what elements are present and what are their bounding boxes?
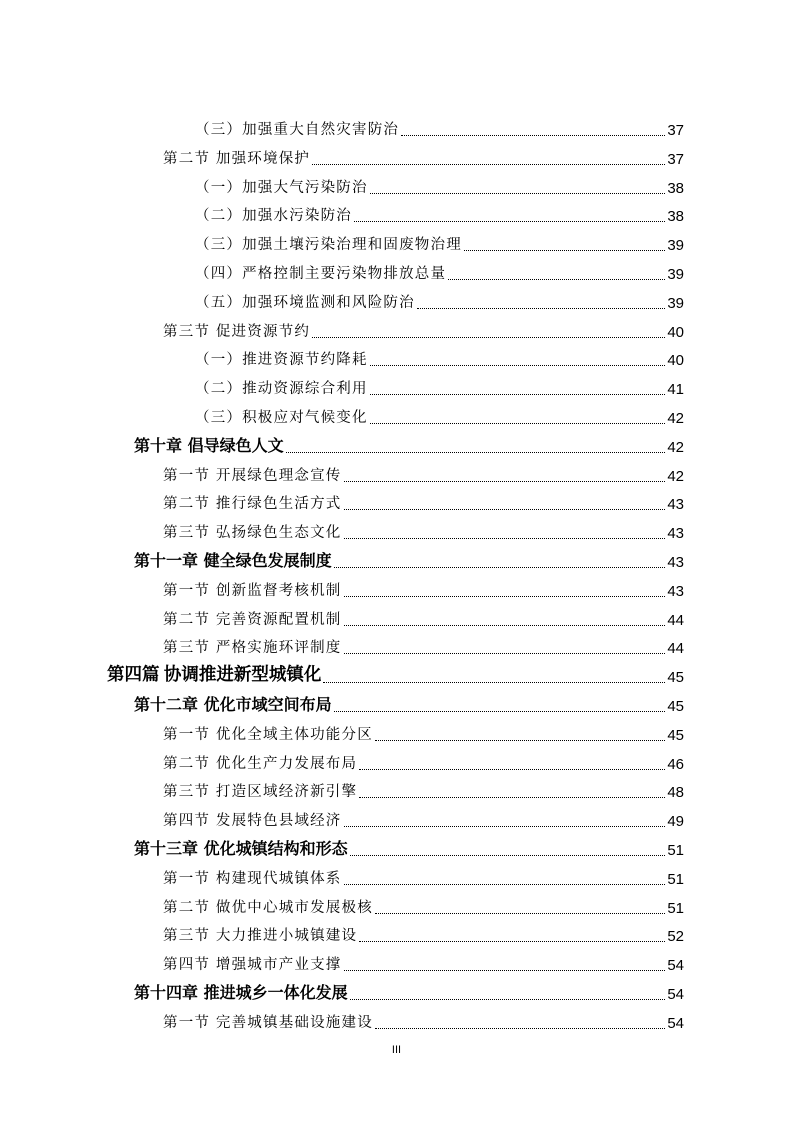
toc-leader-dots xyxy=(359,768,665,770)
toc-entry-label: 第四篇 协调推进新型城镇化 xyxy=(107,664,322,685)
toc-entry-row xyxy=(163,808,684,830)
toc-entry-row xyxy=(107,664,684,686)
toc-entry-label: 第二节 做优中心城市发展极核 xyxy=(163,899,373,916)
toc-leader-dots xyxy=(312,336,665,338)
toc-leader-dots xyxy=(375,739,665,741)
toc-leader-dots xyxy=(344,508,666,510)
toc-entry-label: 第二节 推行绿色生活方式 xyxy=(163,496,342,513)
toc-entry-row xyxy=(163,1010,684,1032)
toc-entry-row xyxy=(195,232,684,254)
toc-entry-sec[interactable] xyxy=(0,574,793,602)
toc-entry-item[interactable] xyxy=(0,286,793,314)
toc-entry-page: 39 xyxy=(667,266,684,283)
toc-leader-dots xyxy=(344,624,666,626)
toc-leader-dots xyxy=(350,998,666,1000)
toc-entry-ch[interactable] xyxy=(0,689,793,717)
toc-entry-page: 46 xyxy=(667,755,684,773)
toc-entry-page: 54 xyxy=(667,957,684,975)
toc-entry-page: 49 xyxy=(667,813,684,831)
toc-entry-row xyxy=(134,549,684,571)
toc-entry-sec[interactable] xyxy=(0,804,793,832)
toc-entry-label: 第二节 优化生产力发展布局 xyxy=(163,755,358,772)
toc-leader-dots xyxy=(323,681,665,683)
toc-entry-sec[interactable] xyxy=(0,142,793,170)
toc-entry-row xyxy=(134,434,684,456)
toc-entry-label: 第三节 严格实施环评制度 xyxy=(163,640,342,657)
toc-entry-page: 45 xyxy=(667,698,684,715)
toc-entry-item[interactable] xyxy=(0,372,793,400)
toc-entry-row xyxy=(134,693,684,715)
toc-entry-label: （三）积极应对气候变化 xyxy=(195,410,368,426)
toc-entry-row xyxy=(163,607,684,629)
toc-entry-page: 39 xyxy=(667,294,684,312)
toc-entry-label: 第四节 增强城市产业支撑 xyxy=(163,957,342,974)
toc-entry-page: 51 xyxy=(667,899,684,917)
toc-leader-dots xyxy=(344,825,666,827)
toc-entry-sec[interactable] xyxy=(0,1006,793,1034)
toc-leader-dots xyxy=(344,537,666,539)
toc-entry-row xyxy=(195,175,684,197)
toc-entry-label: 第十四章 推进城乡一体化发展 xyxy=(134,983,348,1002)
toc-entry-page: 45 xyxy=(667,669,684,687)
toc-entry-row xyxy=(163,866,684,888)
toc-entry-page: 40 xyxy=(667,323,684,341)
toc-entry-row xyxy=(163,146,684,168)
toc-entry-row xyxy=(134,981,684,1003)
toc-entry-item[interactable] xyxy=(0,401,793,429)
toc-entry-sec[interactable] xyxy=(0,315,793,343)
toc-entry-ch[interactable] xyxy=(0,545,793,573)
toc-entry-row xyxy=(195,405,684,427)
toc-entry-page: 38 xyxy=(667,179,684,197)
toc-leader-dots xyxy=(344,883,666,885)
toc-entry-label: （三）加强土壤污染治理和固废物治理 xyxy=(195,237,462,254)
toc-entry-label: 第十三章 优化城镇结构和形态 xyxy=(134,839,348,858)
toc-entry-row xyxy=(163,319,684,341)
toc-entry-item[interactable] xyxy=(0,113,793,141)
toc-entry-ch[interactable] xyxy=(0,833,793,861)
toc-leader-dots xyxy=(370,364,666,366)
toc-entry-row xyxy=(195,290,684,312)
toc-entry-label: 第十二章 优化市域空间布局 xyxy=(134,695,332,714)
toc-entry-row xyxy=(163,895,684,917)
toc-entry-row xyxy=(163,722,684,744)
toc-leader-dots xyxy=(370,422,666,424)
toc-entry-page: 44 xyxy=(667,611,684,629)
toc-entry-row xyxy=(163,578,684,600)
toc-entry-row xyxy=(163,952,684,974)
toc-entry-item[interactable] xyxy=(0,199,793,227)
toc-entry-sec[interactable] xyxy=(0,603,793,631)
toc-entry-label: 第十一章 健全绿色发展制度 xyxy=(134,551,332,570)
toc-leader-dots xyxy=(334,710,666,712)
toc-entry-row xyxy=(163,463,684,485)
toc-entry-row xyxy=(163,779,684,801)
toc-entry-item[interactable] xyxy=(0,257,793,285)
toc-leader-dots xyxy=(312,163,665,165)
toc-leader-dots xyxy=(370,192,666,194)
toc-entry-page: 44 xyxy=(667,640,684,658)
toc-entry-label: 第十章 倡导绿色人文 xyxy=(134,435,284,455)
toc-entry-row xyxy=(163,751,684,773)
toc-entry-row xyxy=(195,203,684,225)
toc-entry-page: 43 xyxy=(667,582,684,600)
toc-entry-label: 第二节 加强环境保护 xyxy=(163,150,311,167)
page-number-footer: III xyxy=(391,1044,402,1056)
toc-entry-label: 第一节 构建现代城镇体系 xyxy=(163,870,342,887)
toc-entry-row xyxy=(163,491,684,513)
toc-entry-sec[interactable] xyxy=(0,919,793,947)
toc-entry-part[interactable] xyxy=(0,660,793,688)
toc-entry-item[interactable] xyxy=(0,171,793,199)
toc-entry-row xyxy=(195,117,684,139)
toc-leader-dots xyxy=(344,969,666,971)
toc-entry-page: 39 xyxy=(667,237,684,255)
toc-entry-label: （三）加强重大自然灾害防治 xyxy=(195,122,400,138)
toc-entry-sec[interactable] xyxy=(0,631,793,659)
toc-entry-page: 37 xyxy=(667,150,684,168)
toc-leader-dots xyxy=(370,393,666,395)
toc-entry-page: 52 xyxy=(667,928,684,946)
toc-entry-page: 43 xyxy=(667,525,684,543)
toc-entry-row xyxy=(195,376,684,398)
toc-entry-label: （五）加强环境监测和风险防治 xyxy=(195,294,415,311)
toc-leader-dots xyxy=(375,912,665,914)
toc-leader-dots xyxy=(354,220,665,222)
toc-entry-page: 45 xyxy=(667,726,684,744)
toc-entry-label: 第三节 打造区域经济新引擎 xyxy=(163,784,358,801)
toc-entry-label: （二）推动资源综合利用 xyxy=(195,381,368,398)
toc-leader-dots xyxy=(448,278,665,280)
toc-entry-label: 第三节 大力推进小城镇建设 xyxy=(163,928,358,945)
toc-entry-page: 54 xyxy=(667,986,684,1003)
toc-entry-sec[interactable] xyxy=(0,862,793,890)
toc-entry-row xyxy=(195,261,684,283)
toc-leader-dots xyxy=(375,1027,665,1029)
toc-entry-row xyxy=(134,837,684,859)
toc-leader-dots xyxy=(359,940,665,942)
toc-entry-label: （一）推进资源节约降耗 xyxy=(195,352,368,369)
toc-entry-sec[interactable] xyxy=(0,775,793,803)
toc-entry-label: 第四节 发展特色县域经济 xyxy=(163,813,342,830)
toc-entry-page: 37 xyxy=(667,122,684,139)
toc-entry-sec[interactable] xyxy=(0,516,793,544)
toc-leader-dots xyxy=(359,796,665,798)
toc-entry-label: （二）加强水污染防治 xyxy=(195,208,352,225)
toc-entry-sec[interactable] xyxy=(0,718,793,746)
toc-entry-label: 第一节 优化全域主体功能分区 xyxy=(163,726,373,743)
toc-entry-label: （一）加强大气污染防治 xyxy=(195,179,368,196)
toc-leader-dots xyxy=(401,134,665,136)
toc-entry-page: 42 xyxy=(667,410,684,427)
toc-entry-page: 42 xyxy=(667,467,684,485)
toc-leader-dots xyxy=(350,854,666,856)
toc-entry-page: 48 xyxy=(667,784,684,802)
toc-entry-item[interactable] xyxy=(0,343,793,371)
toc-entry-page: 43 xyxy=(667,554,684,571)
toc-entry-sec[interactable] xyxy=(0,747,793,775)
toc-leader-dots xyxy=(334,566,666,568)
toc-entry-page: 43 xyxy=(667,496,684,514)
toc-entry-label: 第一节 创新监督考核机制 xyxy=(163,582,342,599)
toc-leader-dots xyxy=(344,480,666,482)
toc-entry-ch[interactable] xyxy=(0,977,793,1005)
toc-entry-row xyxy=(163,520,684,542)
toc-entry-page: 38 xyxy=(667,208,684,226)
toc-entry-sec[interactable] xyxy=(0,948,793,976)
toc-entry-sec[interactable] xyxy=(0,487,793,515)
toc-entry-ch[interactable] xyxy=(0,430,793,458)
toc-entry-sec[interactable] xyxy=(0,459,793,487)
toc-leader-dots xyxy=(286,451,666,453)
toc-entry-page: 41 xyxy=(667,381,684,399)
toc-entry-label: 第三节 促进资源节约 xyxy=(163,323,311,340)
toc-entry-page: 42 xyxy=(667,438,684,456)
toc-leader-dots xyxy=(417,307,666,309)
toc-entry-label: 第一节 完善城镇基础设施建设 xyxy=(163,1014,373,1031)
toc-entry-label: （四）严格控制主要污染物排放总量 xyxy=(195,266,447,282)
toc-entry-row xyxy=(195,347,684,369)
toc-entry-page: 40 xyxy=(667,352,684,370)
toc-leader-dots xyxy=(464,249,665,251)
toc-entry-label: 第二节 完善资源配置机制 xyxy=(163,611,342,628)
toc-entry-page: 51 xyxy=(667,842,684,859)
toc-entry-page: 51 xyxy=(667,870,684,888)
toc-entry-sec[interactable] xyxy=(0,891,793,919)
toc-entry-label: 第三节 弘扬绿色生态文化 xyxy=(163,525,342,542)
toc-leader-dots xyxy=(344,652,666,654)
toc-entry-page: 54 xyxy=(667,1014,684,1032)
toc-entry-item[interactable] xyxy=(0,228,793,256)
toc-entry-row xyxy=(163,635,684,657)
toc-entry-row xyxy=(163,923,684,945)
toc-leader-dots xyxy=(344,595,666,597)
toc-entry-label: 第一节 开展绿色理念宣传 xyxy=(163,467,342,484)
